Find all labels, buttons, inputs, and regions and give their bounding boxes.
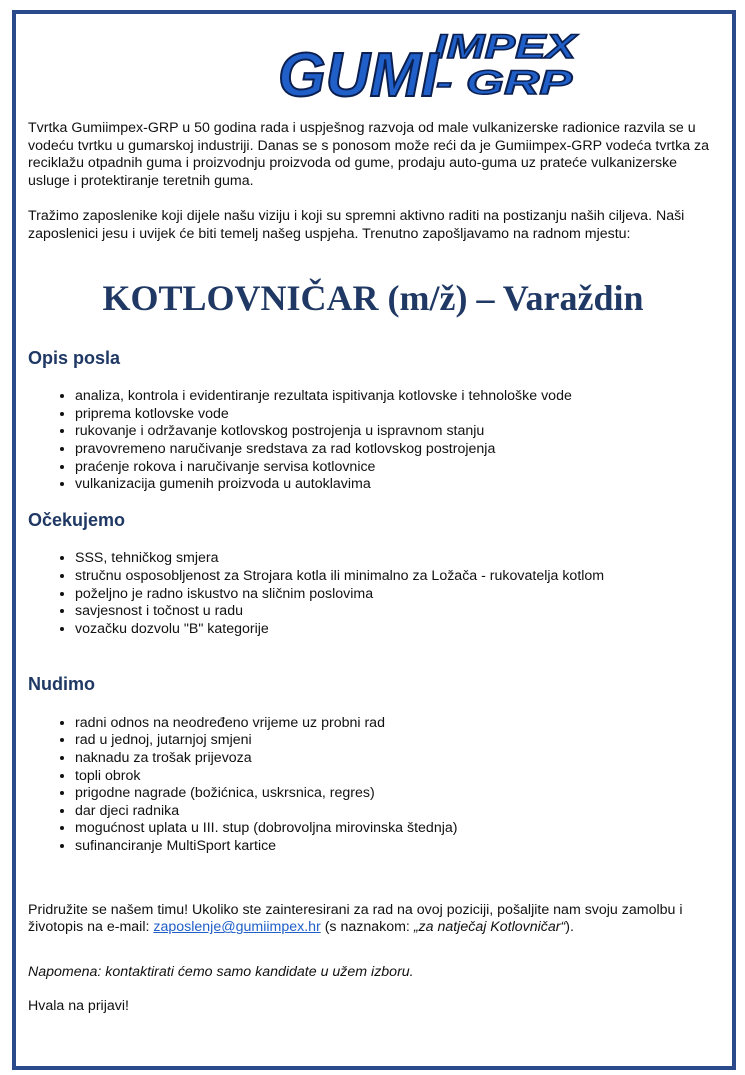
- note-text: Napomena: kontaktirati ćemo samo kandidate u užem izboru.: [28, 963, 414, 980]
- thanks-text: Hvala na prijavi!: [28, 998, 129, 1015]
- list-opis: [28, 388, 718, 494]
- list-item: • topli obrok: [75, 768, 718, 786]
- list-item: • radni odnos na neodređeno vrijeme uz probni rad: [75, 715, 718, 733]
- apply-text-before: Pridružite se našem timu! Ukoliko ste zainteresirani za rad na ovoj poziciji, pošaljite nam svoju zamolbu i životopis na e-mail:: [28, 901, 683, 936]
- apply-text-mid: (s naznakom:: [320, 919, 414, 936]
- list-item: • poželjno je radno iskustvo na sličnim poslovima: [75, 586, 718, 604]
- job-title: KOTLOVNIČAR (m/ž) – Varaždin: [102, 277, 644, 318]
- logo-gumi-text: GUMI: [278, 41, 440, 102]
- list-item: • SSS, tehničkog smjera: [75, 550, 718, 568]
- section-heading-nudimo: Nudimo: [28, 674, 95, 695]
- logo-impex-text: IMPEX: [434, 28, 580, 66]
- list-item: • stručnu osposobljenost za Strojara kotla ili minimalno za Ložača - rukovatelja kotlom: [75, 568, 718, 586]
- list-item: • vulkanizacija gumenih proizvoda u autoklavima: [75, 476, 718, 494]
- list-item: • priprema kotlovske vode: [75, 406, 718, 424]
- list-item: • rukovanje i održavanje kotlovskog postrojenja u ispravnom stanju: [75, 423, 718, 441]
- list-item: • savjesnost i točnost u radu: [75, 603, 718, 621]
- logo-grp-text: - GRP: [436, 64, 573, 102]
- document-content: [28, 120, 718, 1016]
- list-item: • naknadu za trošak prijevoza: [75, 750, 718, 768]
- list-item: • analiza, kontrola i evidentiranje rezultata ispitivanja kotlovske i tehnološke vode: [75, 388, 718, 406]
- list-item: • pravovremeno naručivanje sredstava za rad kotlovskog postrojenja: [75, 441, 718, 459]
- list-item: • rad u jednoj, jutarnjoj smjeni: [75, 732, 718, 750]
- email-link[interactable]: zaposlenje@gumiimpex.hr: [153, 919, 321, 936]
- list-item: • prigodne nagrade (božićnica, uskrsnica, regres): [75, 785, 718, 803]
- list-nudimo: [28, 715, 718, 856]
- list-ocekujemo: [28, 550, 718, 638]
- section-heading-ocekujemo: Očekujemo: [28, 509, 126, 530]
- section-heading-opis: Opis posla: [28, 347, 121, 368]
- apply-subject: „za natječaj Kotlovničar“: [413, 919, 566, 936]
- list-item: • sufinanciranje MultiSport kartice: [75, 838, 718, 856]
- company-logo: [274, 22, 584, 102]
- apply-text-after: ).: [565, 919, 574, 936]
- document-frame: [12, 10, 736, 1070]
- apply-paragraph: [28, 902, 718, 937]
- list-item: • praćenje rokova i naručivanje servisa kotlovnice: [75, 459, 718, 477]
- list-item: • dar djeci radnika: [75, 803, 718, 821]
- seeking-paragraph: Tražimo zaposlenike koji dijele našu viziju i koji su spremni aktivno raditi na postizanju naših ciljeva. Naši zaposlenici jesu i uvijek će biti temelj našeg uspjeha. Trenutno zapošljavamo na radnom mjestu:: [28, 208, 685, 242]
- intro-paragraph: Tvrtka Gumiimpex-GRP u 50 godina rada i uspješnog razvoja od male vulkanizerske radionice razvila se u vodeću tvrtku u gumarskoj industriji. Danas se s ponosom može reći da je Gumiimpex-GRP vodeća tvrtka za reciklažu otpadnih guma i proizvodnju proizvoda od gume, prodaju auto-guma uz prateće vulkanizerske usluge i protektiranje teretnih guma.: [28, 120, 710, 189]
- list-item: • vozačku dozvolu "B" kategorije: [75, 621, 718, 639]
- list-item: • mogućnost uplata u III. stup (dobrovoljna mirovinska štednja): [75, 820, 718, 838]
